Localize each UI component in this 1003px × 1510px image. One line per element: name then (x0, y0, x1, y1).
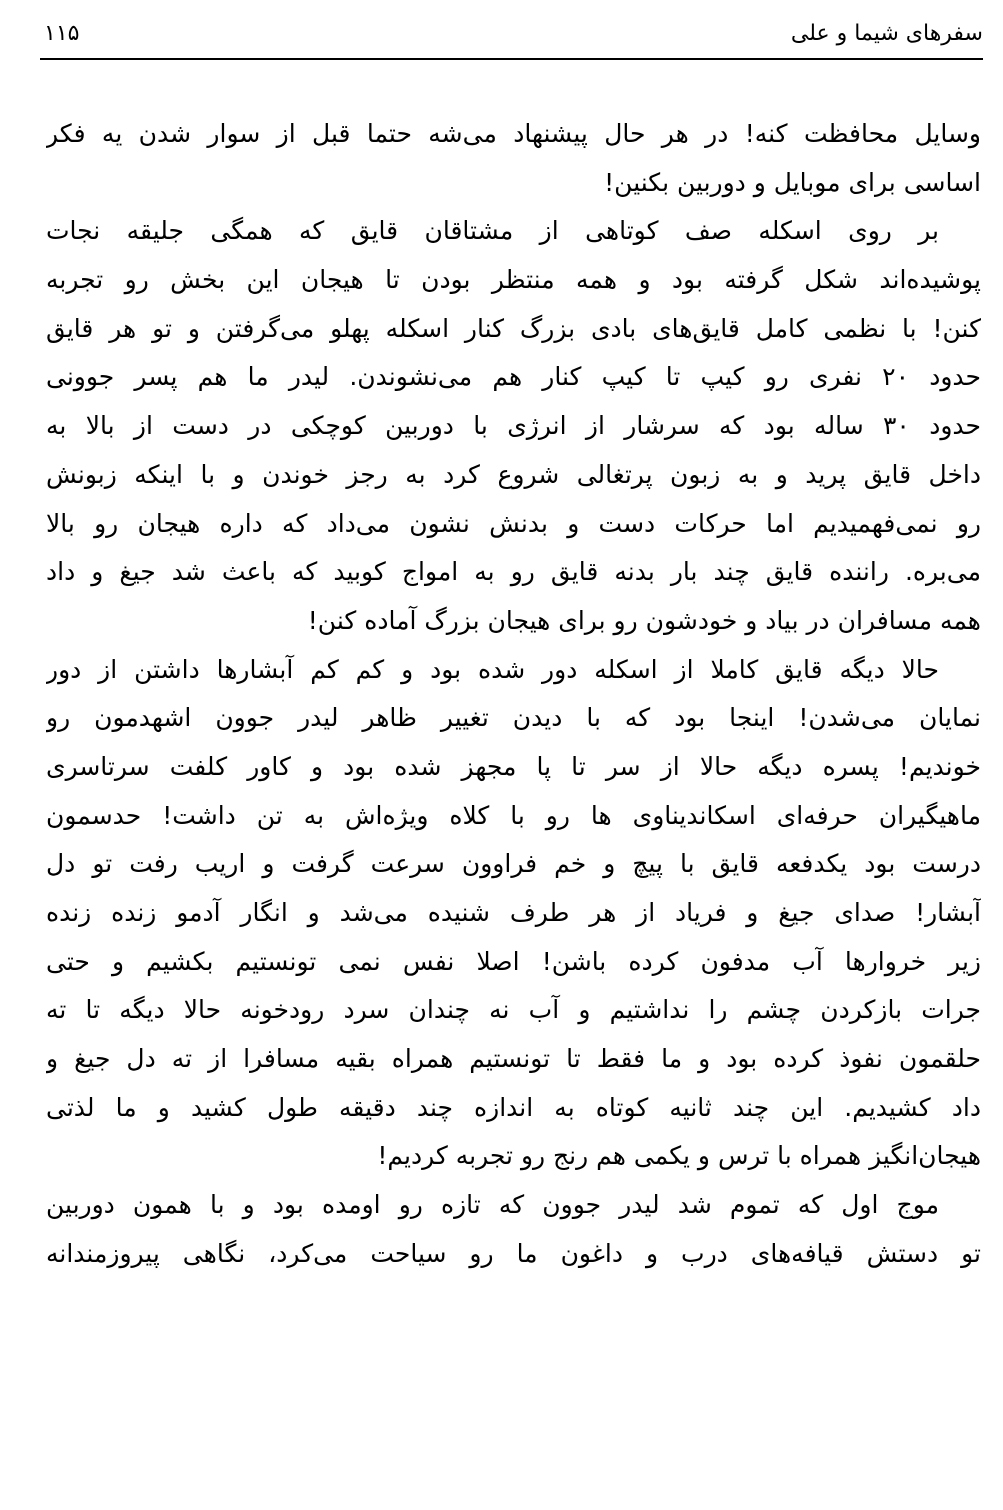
book-title: سفرهای شیما و علی (790, 21, 983, 46)
text-line: حالا دیگه قایق کاملا از اسکله دور شده بود و کم کم آبشارها داشتن از دور (46, 654, 939, 684)
text-line: خوندیم! پسره دیگه حالا از سر تا پا مجهز شده بود و کاور کلفت سرتاسری (46, 751, 981, 781)
text-line: درست بود یکدفعه قایق با پیچ و خم فراوون سرعت گرفت و اریب رفت تو دل (46, 849, 981, 879)
text-line: نمایان می‌شدن! اینجا بود که با دیدن تغییر ظاهر لیدر جوون اشهدمون رو (46, 703, 981, 733)
text-line: آبشار! صدای جیغ و فریاد از هر طرف شنیده می‌شد و انگار آدمو زنده زنده (46, 898, 981, 927)
text-line: می‌بره. راننده قایق چند بار بدنه قایق رو به امواج کوبید که باعث شد جیغ و داد (46, 557, 981, 587)
text-line: رو نمی‌فهمیدیم اما حرکات دست و بدنش نشون می‌داد که داره هیجان رو بالا (46, 508, 981, 538)
text-line: حدود ۳۰ ساله بود که سرشار از انرژی با دوربین کوچکی در دست از بالا به (46, 411, 981, 441)
text-line: حدود ۲۰ نفری رو کیپ تا کیپ کنار هم می‌نشوندن. لیدر ما هم پسر جوونی (46, 362, 981, 392)
text-line: هیجان‌انگیز همراه با ترس و یکمی هم رنج رو تجربه کردیم! (377, 1141, 981, 1171)
page-header (40, 14, 983, 60)
text-line: وسایل محافظت کنه! در هر حال پیشنهاد می‌شه حتما قبل از سوار شدن یه فکر (46, 119, 981, 148)
text-line: پوشیده‌اند شکل گرفته بود و همه منتظر بودن تا هیجان این بخش رو تجربه (46, 265, 981, 295)
text-line: ماهیگیران حرفه‌ای اسکاندیناوی ها رو با کلاه ویژه‌اش به تن داشت! حدسمون (46, 800, 981, 830)
text-line: اساسی برای موبایل و دوربین بکنین! (604, 167, 981, 197)
text-line: زیر خروارها آب مدفون کرده باشن! اصلا نفس نمی تونستیم بکشیم و حتی (46, 946, 981, 976)
text-line: حلقمون نفوذ کرده بود و ما فقط تا تونستیم همراه بقیه مسافرا از ته دل جیغ و (46, 1044, 981, 1074)
body-text (46, 110, 981, 1279)
text-line: داخل قایق پرید و به زبون پرتغالی شروع کرد به رجز خوندن و با اینکه زبونش (46, 459, 981, 489)
page-number: ۱۱۵ (44, 21, 80, 46)
text-line: تو دستش قیافه‌های درب و داغون ما رو سیاحت می‌کرد، نگاهی پیروزمندانه (46, 1238, 981, 1268)
text-line: بر روی اسکله صف کوتاهی از مشتاقان قایق که همگی جلیقه نجات (46, 216, 939, 246)
text-line: همه مسافران در بیاد و خودشون رو برای هیجان بزرگ آماده کنن! (307, 605, 981, 635)
text-line: جرات بازکردن چشم را نداشتیم و آب نه چندان سرد رودخونه حالا دیگه تا ته (46, 995, 981, 1025)
text-line: کنن! با نظمی کامل قایق‌های بادی بزرگ کنار اسکله پهلو می‌گرفتن و تو هر قایق (46, 313, 981, 343)
text-line: داد کشیدیم. این چند ثانیه کوتاه به اندازه چند دقیقه طول کشید و ما لذتی (46, 1092, 981, 1122)
text-line: موج اول که تموم شد لیدر جوون که تازه رو اومده بود و با همون دوربین (46, 1190, 939, 1220)
